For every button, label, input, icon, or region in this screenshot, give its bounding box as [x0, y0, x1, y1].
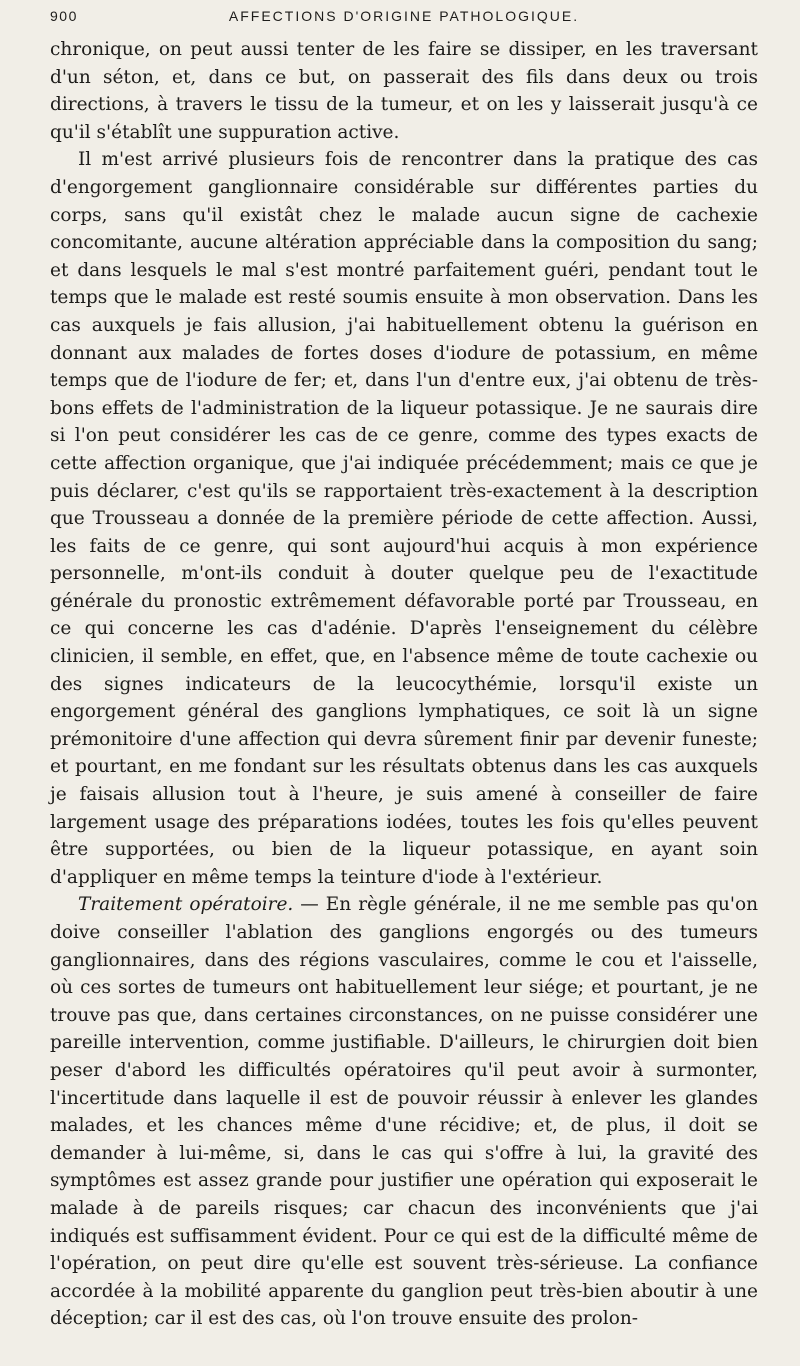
running-head: [50, 8, 758, 36]
body-text: [50, 36, 758, 1333]
paragraph-operative-treatment: [50, 891, 758, 1333]
running-head-title: AFFECTIONS D'ORIGINE PATHOLOGIQUE.: [228, 8, 580, 24]
page-number: 900: [50, 8, 78, 24]
paragraph-continued: chronique, on peut aussi tenter de les faire se dissiper, en les traversant d'un séton, et, dans ce but, on passerait des fils dans deux ou trois directions, à travers le tissu de la tumeur, et on les y laisserait jusqu'à ce qu'il s'établît une suppuration active.: [50, 39, 758, 143]
section-title: Traitement opératoire.: [78, 894, 294, 916]
section-text: — En règle générale, il ne me semble pas qu'on doive conseiller l'ablation des ganglions engorgés ou des tumeurs ganglionnaires, dans des régions vasculaires, comme le cou et l'aisselle, où ces sortes de tumeurs ont habituellement leur siége; et pourtant, je ne trouve pas que, dans certaines circonstances, on ne puisse considérer une pareille intervention, comme justifiable. D'ailleurs, le chirurgien doit bien peser d'abord les difficultés opératoires qu'il peut avoir à surmonter, l'incertitude dans laquelle il est de pouvoir réussir à enlever les glandes malades, et les chances même d'une récidive; et, de plus, il doit se demander à lui-même, si, dans le cas qui s'offre à lui, la gravité des symptômes est assez grande pour justifier une opération qui exposerait le malade à de pareils risques; car chacun des inconvénients que j'ai indiqués est suffisamment évident. Pour ce qui est de la difficulté même de l'opération, on peut dire qu'elle est souvent très-sérieuse. La confiance accordée à la mobilité apparente du ganglion peut très-bien aboutir à une déception; car il est des cas, où l'on trouve ensuite des prolon-: [50, 894, 759, 1330]
paragraph-engorgement-cases: Il m'est arrivé plusieurs fois de rencontrer dans la pratique des cas d'engorgement ganglionnaire considérable sur différentes parties du corps, sans qu'il existât chez le malade aucun signe de cachexie concomitante, aucune altération appréciable dans la composition du sang; et dans lesquels le mal s'est montré parfaitement guéri, pendant tout le temps que le malade est resté soumis ensuite à mon observation. Dans les cas auxquels je fais allusion, j'ai habituellement obtenu la guérison en donnant aux malades de fortes doses d'iodure de potassium, en même temps que de l'iodure de fer; et, dans l'un d'entre eux, j'ai obtenu de très-bons effets de l'administration de la liqueur potassique. Je ne saurais dire si l'on peut considérer les cas de ce genre, comme des types exacts de cette affection organique, que j'ai indiquée précédemment; mais ce que je puis déclarer, c'est qu'ils se rapportaient très-exactement à la description que Trousseau a donnée de la première période de cette affection. Aussi, les faits de ce genre, qui sont aujourd'hui acquis à mon expérience personnelle, m'ont-ils conduit à douter quelque peu de l'exactitude générale du pronostic extrêmement défavorable porté par Trousseau, en ce qui concerne les cas d'adénie. D'après l'enseignement du célèbre clinicien, il semble, en effet, que, en l'absence même de toute cachexie ou des signes indicateurs de la leucocythémie, lorsqu'il existe un engorgement général des ganglions lymphatiques, ce soit là un signe prémonitoire d'une affection qui devra sûrement finir par devenir funeste; et pourtant, en me fondant sur les résultats obtenus dans les cas auxquels je faisais allusion tout à l'heure, je suis amené à conseiller de faire largement usage des préparations iodées, toutes les fois qu'elles peuvent être supportées, ou bien de la liqueur potassique, en ayant soin d'appliquer en même temps la teinture d'iode à l'extérieur.: [50, 149, 758, 888]
